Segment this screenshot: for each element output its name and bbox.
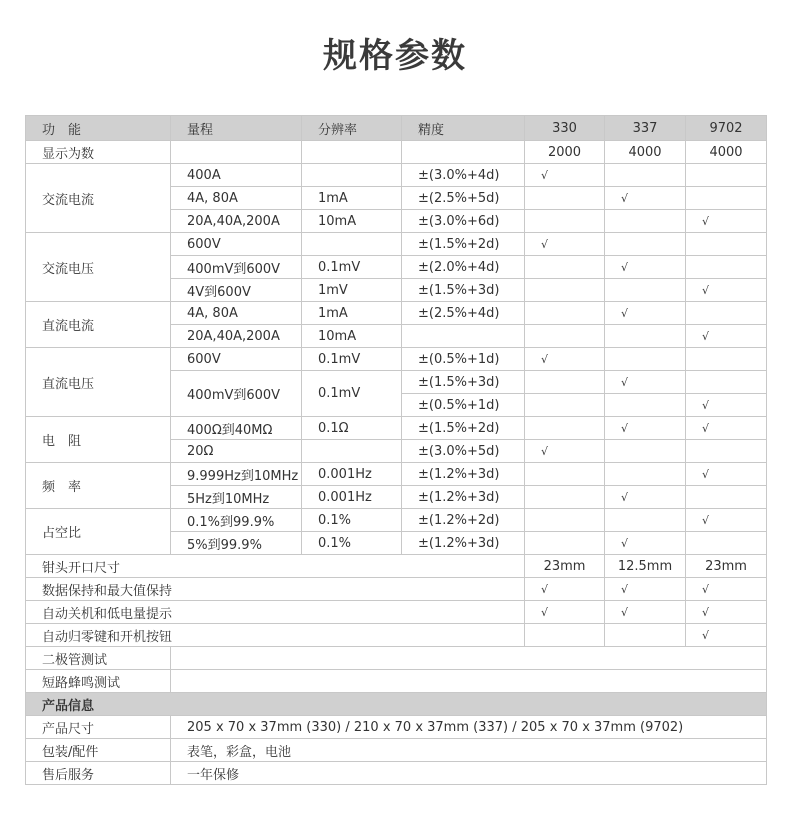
- range-cell: 4V到600V: [171, 279, 302, 302]
- range-cell: 400mV到600V: [171, 371, 302, 417]
- check-mark: √: [686, 578, 767, 601]
- empty-cell: [686, 371, 767, 394]
- accuracy-cell: ±(0.5%+1d): [402, 394, 525, 417]
- function-label: 直流电流: [26, 302, 171, 348]
- measurement-row: [26, 463, 767, 486]
- empty-cell: [605, 325, 686, 348]
- check-mark: √: [525, 348, 605, 371]
- accuracy-cell: ±(1.2%+3d): [402, 532, 525, 555]
- empty-cell: [525, 394, 605, 417]
- measurement-row: [26, 348, 767, 371]
- empty-cell: [605, 164, 686, 187]
- resolution-cell: 0.001Hz: [302, 463, 402, 486]
- empty-cell: [525, 325, 605, 348]
- check-mark: √: [686, 210, 767, 233]
- accuracy-cell: [402, 325, 525, 348]
- row-label: 钳头开口尺寸: [26, 555, 525, 578]
- empty-cell: [525, 371, 605, 394]
- accuracy-cell: ±(1.5%+2d): [402, 417, 525, 440]
- range-cell: 400Ω到40MΩ: [171, 417, 302, 440]
- resolution-cell: 10mA: [302, 325, 402, 348]
- check-mark: √: [686, 417, 767, 440]
- feature-row: [26, 624, 767, 647]
- check-mark: √: [686, 624, 767, 647]
- range-cell: 20Ω: [171, 440, 302, 463]
- range-cell: 400mV到600V: [171, 256, 302, 279]
- function-label: 交流电流: [26, 164, 171, 233]
- header-model-9702: 9702: [686, 116, 767, 141]
- empty-cell: [686, 233, 767, 256]
- info-label: 包装/配件: [26, 739, 171, 762]
- accuracy-cell: ±(3.0%+6d): [402, 210, 525, 233]
- spec-table: [25, 115, 767, 785]
- empty-cell: [605, 210, 686, 233]
- resolution-cell: 1mV: [302, 279, 402, 302]
- jaw-size: 12.5mm: [605, 555, 686, 578]
- range-cell: 600V: [171, 233, 302, 256]
- check-mark: √: [686, 601, 767, 624]
- range-cell: 5%到99.9%: [171, 532, 302, 555]
- resolution-cell: [302, 233, 402, 256]
- section-title: 产品信息: [26, 693, 767, 716]
- empty-cell: [605, 440, 686, 463]
- empty-cell: [525, 463, 605, 486]
- empty-cell: [605, 624, 686, 647]
- range-cell: 20A,40A,200A: [171, 210, 302, 233]
- display-digits-row: [26, 141, 767, 164]
- check-mark: √: [525, 440, 605, 463]
- jaw-size: 23mm: [686, 555, 767, 578]
- accuracy-cell: ±(2.5%+4d): [402, 302, 525, 325]
- check-mark: √: [605, 532, 686, 555]
- function-label: 交流电压: [26, 233, 171, 302]
- empty-cell: [686, 302, 767, 325]
- range-cell: 5Hz到10MHz: [171, 486, 302, 509]
- accuracy-cell: ±(0.5%+1d): [402, 348, 525, 371]
- range-cell: 0.1%到99.9%: [171, 509, 302, 532]
- empty-cell: [171, 647, 767, 670]
- row-label: 显示为数: [26, 141, 171, 164]
- table-header-row: [26, 116, 767, 141]
- product-info-row: [26, 762, 767, 785]
- info-label: 产品尺寸: [26, 716, 171, 739]
- measurement-row: [26, 302, 767, 325]
- info-label: 售后服务: [26, 762, 171, 785]
- resolution-cell: 10mA: [302, 210, 402, 233]
- empty-cell: [302, 141, 402, 164]
- range-cell: 4A, 80A: [171, 187, 302, 210]
- empty-cell: [686, 440, 767, 463]
- check-mark: √: [525, 164, 605, 187]
- product-info-row: [26, 739, 767, 762]
- check-mark: √: [525, 601, 605, 624]
- check-mark: √: [605, 371, 686, 394]
- accuracy-cell: ±(1.5%+3d): [402, 279, 525, 302]
- resolution-cell: 0.001Hz: [302, 486, 402, 509]
- accuracy-cell: ±(3.0%+4d): [402, 164, 525, 187]
- resolution-cell: 0.1mV: [302, 371, 402, 417]
- accuracy-cell: ±(1.2%+3d): [402, 486, 525, 509]
- product-info-row: [26, 716, 767, 739]
- empty-cell: [525, 210, 605, 233]
- header-function: 功 能: [26, 116, 171, 141]
- empty-cell: [525, 624, 605, 647]
- check-mark: √: [686, 509, 767, 532]
- empty-cell: [605, 463, 686, 486]
- accuracy-cell: ±(1.2%+3d): [402, 463, 525, 486]
- measurement-row: [26, 233, 767, 256]
- check-mark: √: [605, 417, 686, 440]
- empty-cell: [605, 394, 686, 417]
- header-range: 量程: [171, 116, 302, 141]
- empty-cell: [605, 348, 686, 371]
- empty-cell: [525, 486, 605, 509]
- simple-feature-row: [26, 647, 767, 670]
- feature-label: 二极管测试: [26, 647, 171, 670]
- accuracy-cell: ±(1.5%+2d): [402, 233, 525, 256]
- empty-cell: [686, 256, 767, 279]
- empty-cell: [686, 164, 767, 187]
- feature-label: 自动归零键和开机按钮: [26, 624, 525, 647]
- simple-feature-row: [26, 670, 767, 693]
- function-label: 直流电压: [26, 348, 171, 417]
- check-mark: √: [605, 486, 686, 509]
- empty-cell: [402, 141, 525, 164]
- resolution-cell: 0.1mV: [302, 256, 402, 279]
- function-label: 占空比: [26, 509, 171, 555]
- range-cell: 20A,40A,200A: [171, 325, 302, 348]
- empty-cell: [605, 233, 686, 256]
- resolution-cell: 0.1mV: [302, 348, 402, 371]
- empty-cell: [525, 256, 605, 279]
- range-cell: 9.999Hz到10MHz: [171, 463, 302, 486]
- function-label: 频 率: [26, 463, 171, 509]
- empty-cell: [171, 141, 302, 164]
- empty-cell: [605, 279, 686, 302]
- jaw-opening-row: [26, 555, 767, 578]
- accuracy-cell: ±(2.0%+4d): [402, 256, 525, 279]
- check-mark: √: [686, 325, 767, 348]
- empty-cell: [525, 187, 605, 210]
- feature-label: 短路蜂鸣测试: [26, 670, 171, 693]
- header-accuracy: 精度: [402, 116, 525, 141]
- jaw-size: 23mm: [525, 555, 605, 578]
- check-mark: √: [686, 279, 767, 302]
- empty-cell: [686, 486, 767, 509]
- info-value: 205 x 70 x 37mm (330) / 210 x 70 x 37mm (337) / 205 x 70 x 37mm (9702): [171, 716, 767, 739]
- feature-label: 数据保持和最大值保持: [26, 578, 525, 601]
- header-resolution: 分辨率: [302, 116, 402, 141]
- info-value: 表笔，彩盒，电池: [171, 739, 767, 762]
- measurement-row: [26, 509, 767, 532]
- accuracy-cell: ±(2.5%+5d): [402, 187, 525, 210]
- range-cell: 400A: [171, 164, 302, 187]
- check-mark: √: [605, 302, 686, 325]
- feature-row: [26, 578, 767, 601]
- header-model-337: 337: [605, 116, 686, 141]
- display-count: 2000: [525, 141, 605, 164]
- empty-cell: [171, 670, 767, 693]
- check-mark: √: [605, 601, 686, 624]
- empty-cell: [686, 348, 767, 371]
- check-mark: √: [605, 578, 686, 601]
- resolution-cell: [302, 440, 402, 463]
- accuracy-cell: ±(3.0%+5d): [402, 440, 525, 463]
- display-count: 4000: [686, 141, 767, 164]
- resolution-cell: [302, 164, 402, 187]
- empty-cell: [525, 279, 605, 302]
- empty-cell: [605, 509, 686, 532]
- accuracy-cell: ±(1.2%+2d): [402, 509, 525, 532]
- resolution-cell: 1mA: [302, 187, 402, 210]
- resolution-cell: 1mA: [302, 302, 402, 325]
- empty-cell: [686, 532, 767, 555]
- section-header-row: [26, 693, 767, 716]
- resolution-cell: 0.1%: [302, 532, 402, 555]
- resolution-cell: 0.1%: [302, 509, 402, 532]
- empty-cell: [525, 302, 605, 325]
- range-cell: 600V: [171, 348, 302, 371]
- feature-row: [26, 601, 767, 624]
- measurement-row: [26, 417, 767, 440]
- display-count: 4000: [605, 141, 686, 164]
- header-model-330: 330: [525, 116, 605, 141]
- page-title: 规格参数: [323, 36, 467, 76]
- range-cell: 4A, 80A: [171, 302, 302, 325]
- check-mark: √: [525, 233, 605, 256]
- check-mark: √: [686, 394, 767, 417]
- empty-cell: [525, 532, 605, 555]
- accuracy-cell: ±(1.5%+3d): [402, 371, 525, 394]
- info-value: 一年保修: [171, 762, 767, 785]
- empty-cell: [525, 509, 605, 532]
- feature-label: 自动关机和低电量提示: [26, 601, 525, 624]
- check-mark: √: [605, 187, 686, 210]
- check-mark: √: [686, 463, 767, 486]
- empty-cell: [686, 187, 767, 210]
- check-mark: √: [605, 256, 686, 279]
- function-label: 电 阻: [26, 417, 171, 463]
- measurement-row: [26, 164, 767, 187]
- resolution-cell: 0.1Ω: [302, 417, 402, 440]
- check-mark: √: [525, 578, 605, 601]
- empty-cell: [525, 417, 605, 440]
